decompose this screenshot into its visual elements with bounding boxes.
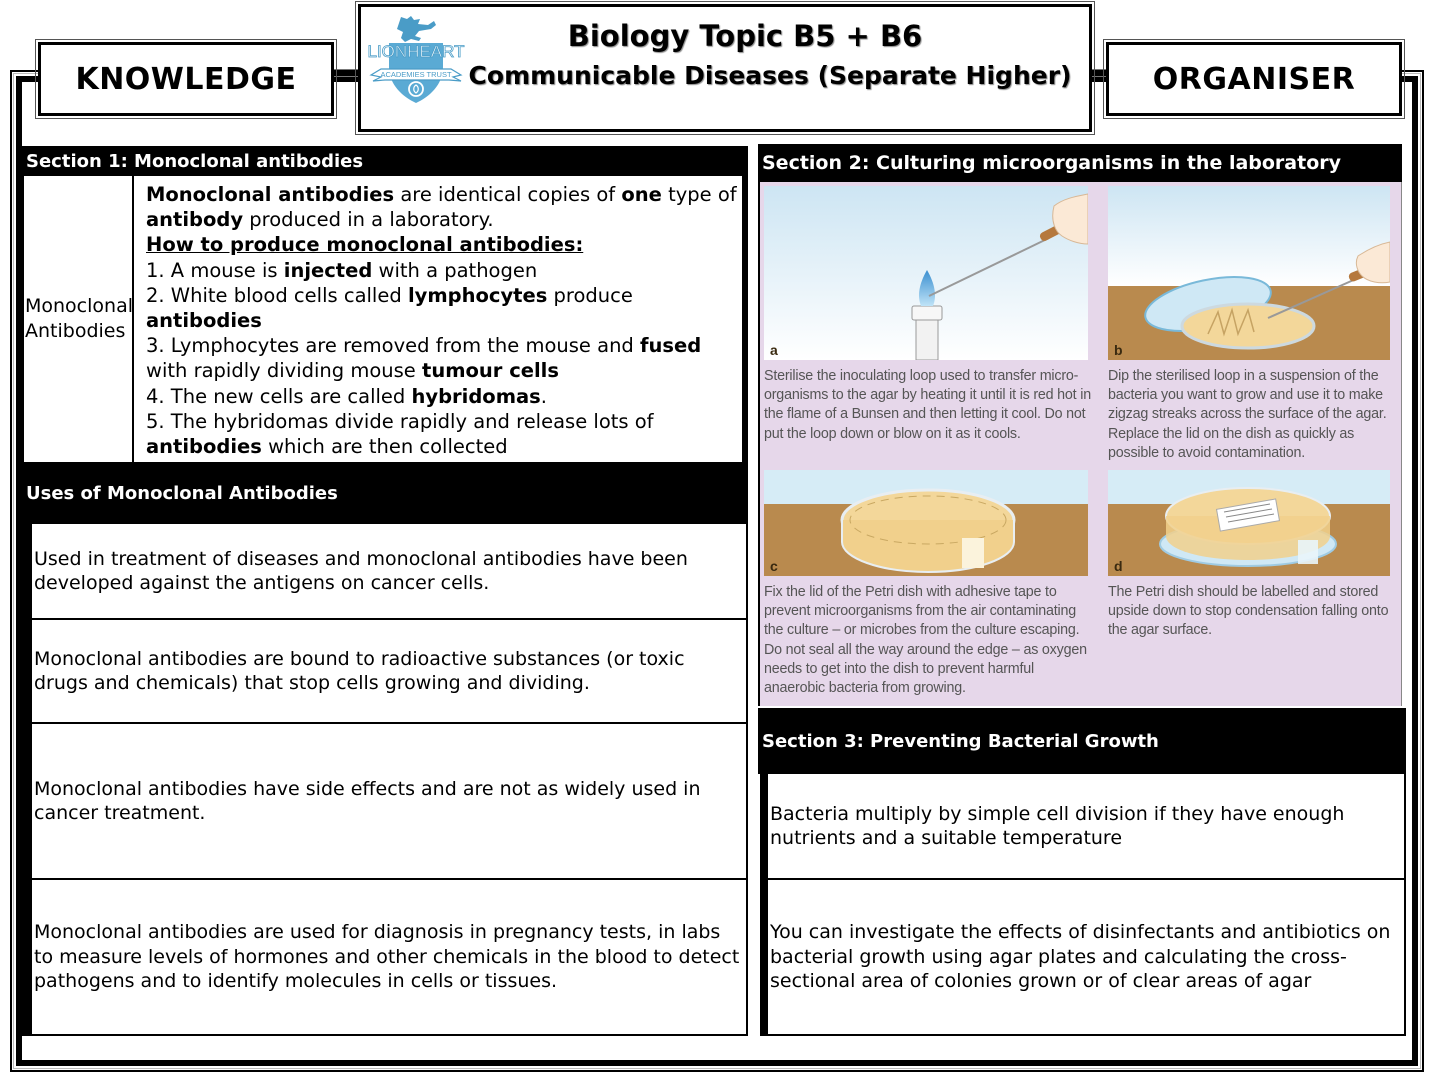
uses-row: Used in treatment of diseases and monoclonal antibodies have been developed against the antigens on cancer cells. (30, 522, 748, 620)
text: produced in a laboratory. (243, 208, 494, 232)
section3-row: Bacteria multiply by simple cell division if they have enough nutrients and a suitable temperature (760, 774, 1406, 880)
text: 5. The hybridomas divide rapidly and release lots of (146, 409, 654, 433)
text: 2. White blood cells called (146, 283, 408, 307)
section2-header: Section 2: Culturing microorganisms in the laboratory (758, 144, 1402, 182)
section3-header: Section 3: Preventing Bacterial Growth (758, 708, 1406, 774)
page-title: Biology Topic B5 + B6 (567, 19, 923, 53)
step-3 (146, 333, 742, 383)
term-antibodies: antibodies (146, 309, 262, 333)
organiser-label-box (1106, 42, 1402, 116)
bunsen-burner-illustration (764, 186, 1088, 360)
section3-row: You can investigate the effects of disinfectants and antibiotics on bacterial growth using agar plates and calculating the cross-sectional area of colonies grown or of clear areas of agar (760, 880, 1406, 1036)
caption-panel-a: Sterilise the inoculating loop used to transfer micro-organisms to the agar by heating it until it is red hot in the flame of a Bunsen and then letting it cool. Do not put the loop down or blow on it as it cools. (764, 368, 1091, 442)
labelled-petri-dish-illustration (1108, 470, 1390, 576)
uses-row: Monoclonal antibodies have side effects and are not as widely used in cancer treatment. (30, 724, 748, 880)
panel-letter: b (1114, 342, 1123, 358)
text: . (540, 384, 547, 408)
term-one: one (621, 183, 662, 206)
term-monoclonal-antibodies: Monoclonal antibodies (146, 183, 395, 206)
knowledge-label: KNOWLEDGE (75, 61, 297, 97)
figure-panel-d (1108, 470, 1390, 576)
header-connector (334, 69, 360, 77)
text: with rapidly dividing mouse (146, 359, 422, 383)
text: 1. A mouse is (146, 258, 284, 282)
term-lymphocytes: lymphocytes (407, 283, 548, 307)
text: 3. Lymphocytes are removed from the mouse and (146, 334, 641, 358)
svg-text:LIONHEART: LIONHEART (367, 42, 465, 61)
intro-paragraph (146, 182, 742, 232)
caption-panel-c: Fix the lid of the Petri dish with adhesive tape to prevent microorganisms from the air contaminating the culture – or microbes from the culture escaping. Do not seal all the way around the edge – as oxygen needs to get into the dish to prevent harmful anaerobic bacteria from growing. (764, 584, 1087, 697)
figure-panel-a (764, 186, 1088, 360)
text: produce (547, 283, 633, 307)
term-antibody: antibody (146, 208, 244, 232)
page-subtitle: Communicable Diseases (Separate Higher) (468, 61, 1072, 90)
section1-row-label (24, 176, 134, 462)
section1-content (146, 182, 742, 459)
svg-text:ACADEMIES TRUST: ACADEMIES TRUST (380, 70, 452, 79)
step-5 (146, 409, 742, 459)
step-1 (146, 258, 742, 283)
row-label-line2: Antibodies (25, 320, 126, 342)
text: 4. The new cells are called (146, 384, 412, 408)
text: type of (661, 183, 737, 206)
section1-table (22, 176, 748, 462)
taped-petri-dish-illustration (764, 470, 1088, 576)
step-4 (146, 384, 742, 409)
term-fused: fused (640, 334, 702, 358)
term-antibodies: antibodies (146, 435, 262, 459)
figure-panel-c (764, 470, 1088, 576)
step-2 (146, 283, 742, 333)
section1-header: Section 1: Monoclonal antibodies (22, 146, 748, 176)
row-label-line1: Monoclonal (25, 295, 133, 317)
text: with a pathogen (372, 258, 538, 282)
figure-panel-b (1108, 186, 1390, 360)
caption-panel-b: Dip the sterilised loop in a suspension of the bacteria you want to grow and use it to make zigzag streaks across the surface of the agar. Replace the lid on the dish as quickly as possible to avoid contamination. (1108, 368, 1387, 461)
title-box (358, 4, 1092, 132)
panel-letter: a (770, 342, 778, 358)
uses-row: Monoclonal antibodies are bound to radioactive substances (or toxic drugs and chemicals) that stop cells growing and dividing. (30, 620, 748, 724)
caption-panel-d: The Petri dish should be labelled and stored upside down to stop condensation falling onto the agar surface. (1108, 584, 1389, 639)
streak-plate-illustration (1108, 186, 1390, 360)
knowledge-label-box (38, 42, 334, 116)
panel-letter: d (1114, 558, 1123, 574)
term-tumour-cells: tumour cells (422, 359, 559, 383)
panel-letter: c (770, 558, 778, 574)
text: which are then collected (261, 435, 508, 459)
term-injected: injected (283, 258, 373, 282)
text: are identical copies of (394, 183, 622, 206)
how-to-heading: How to produce monoclonal antibodies: (146, 233, 584, 257)
term-hybridomas: hybridomas (411, 384, 541, 408)
uses-header: Uses of Monoclonal Antibodies (22, 462, 748, 524)
organiser-label: ORGANISER (1152, 61, 1356, 97)
uses-row: Monoclonal antibodies are used for diagnosis in pregnancy tests, in labs to measure levels of hormones and other chemicals in the blood to detect pathogens and to identify molecules in cells or tissues. (30, 880, 748, 1036)
